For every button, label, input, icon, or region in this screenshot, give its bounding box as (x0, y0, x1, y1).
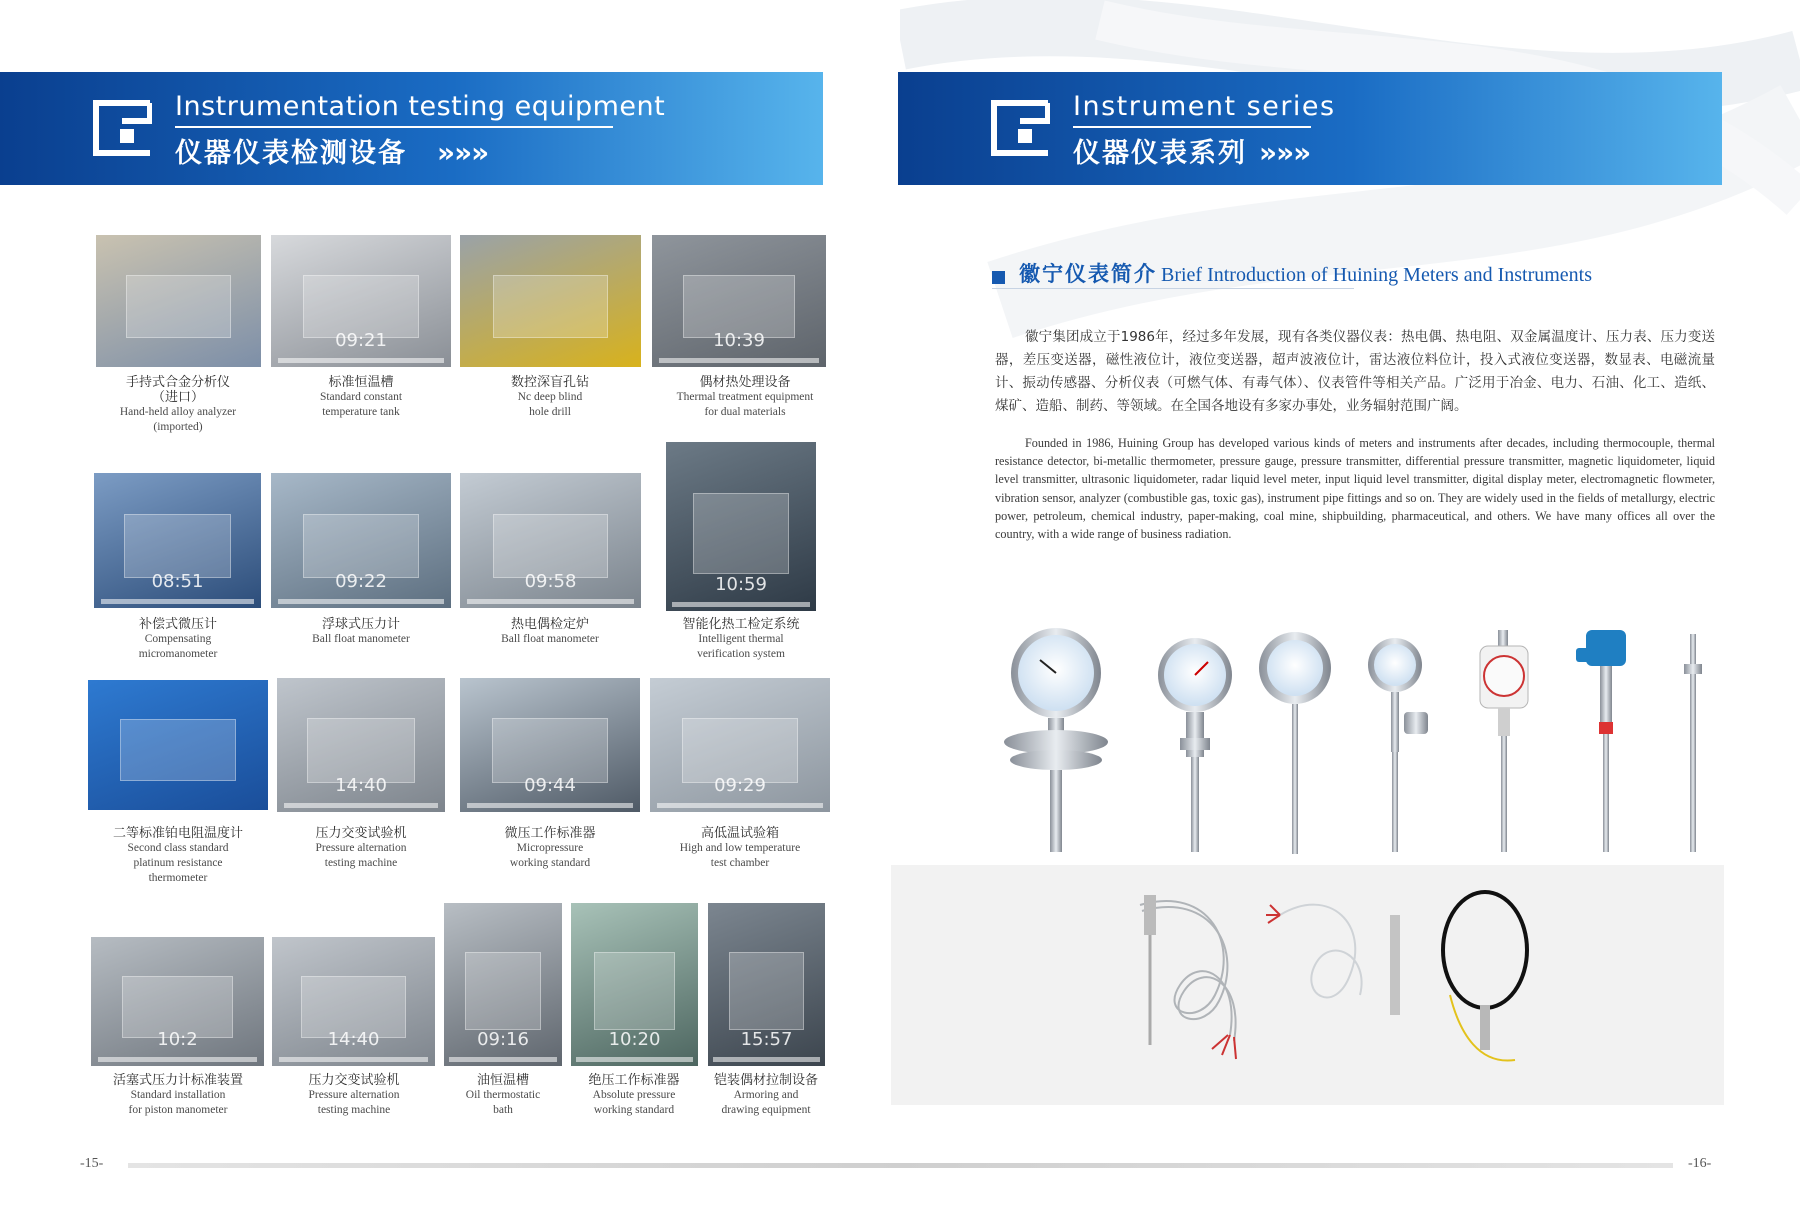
square-bullet-icon (992, 271, 1005, 284)
equipment-silhouette (307, 718, 415, 782)
equipment-caption (269, 375, 454, 420)
intro-title (992, 258, 1592, 288)
equipment-photo (650, 678, 830, 812)
photo-watermark-bar (449, 1057, 558, 1062)
photo-watermark-bar (467, 803, 633, 808)
equipment-silhouette (729, 952, 804, 1030)
thermometer-with-junction-box-icon (1368, 638, 1428, 852)
photo-timestamp: 14:40 (335, 775, 387, 796)
bracket-logo-icon (990, 99, 1050, 157)
photo-timestamp: 09:22 (335, 571, 387, 592)
photo-timestamp: 15:57 (740, 1029, 793, 1050)
photo-watermark-bar (284, 803, 439, 808)
caption-cn: 绝压工作标准器 (588, 1073, 680, 1088)
digital-temperature-transmitter-icon (1480, 630, 1528, 852)
equipment-silhouette (683, 275, 794, 338)
equipment-silhouette (124, 514, 231, 579)
equipment-caption (458, 375, 643, 420)
photo-timestamp: 10:2 (157, 1029, 198, 1050)
equipment-silhouette (303, 275, 418, 338)
header-title-en: Instrument series (1073, 91, 1336, 122)
equipment-silhouette (594, 952, 675, 1030)
equipment-photo (272, 937, 435, 1066)
caption-cn: 补偿式微压计 (138, 617, 217, 632)
photo-watermark-bar (278, 358, 444, 363)
caption-cn: 高低温试验箱 (700, 826, 779, 841)
caption-cn: 二等标准铂电阻温度计 (112, 826, 243, 841)
caption-cn: 微压工作标准器 (504, 826, 596, 841)
caption-en: Thermal treatment equipment for dual materials (676, 391, 814, 418)
photo-timestamp: 14:40 (327, 1029, 380, 1050)
header-title-en: Instrumentation testing equipment (175, 91, 666, 122)
left-page-header (0, 72, 823, 185)
caption-cn: 手持式合金分析仪 （进口） (125, 375, 230, 405)
photo-watermark-bar (657, 803, 823, 808)
photo-timestamp: 10:20 (608, 1029, 661, 1050)
photo-watermark-bar (278, 599, 444, 604)
intro-paragraph-en: Founded in 1986, Huining Group has developed various kinds of meters and instruments after decades, including thermocouple, thermal resistance detector, bi-metallic thermometer, pressure gauge, pressure transmitter, differential pressure transmitter, magnetic liquidometer, liquid level transmitter, ultrasonic liquidometer, radar liquid level meter, input liquid level transmitter, digital display meter, electromagnetic flowmeter, vibration sensor, analyzer (combustible gas, toxic gas), instrument pipe fittings and so on. They are widely used in the fields of metallurgy, electric power, petroleum, chemical industry, paper-making, coal mine, shipbuilding, pharmaceutical, and others. We have many offices all over the country, with a wide range of business radiation. (995, 436, 1715, 542)
equipment-photo (708, 903, 825, 1066)
caption-en: Second class standard platinum resistance thermometer (127, 842, 229, 884)
equipment-caption (648, 826, 833, 871)
caption-cn: 偶材热处理设备 (699, 375, 791, 390)
caption-cn: 热电偶检定炉 (510, 617, 589, 632)
caption-cn: 数控深盲孔钻 (510, 375, 589, 390)
footer-rule (128, 1163, 1673, 1168)
equipment-photo (460, 678, 640, 812)
bracket-logo-icon (92, 99, 152, 157)
equipment-photo (652, 235, 826, 367)
equipment-caption (88, 826, 268, 886)
caption-en: Pressure alternation testing machine (315, 842, 407, 869)
equipment-silhouette (303, 514, 418, 579)
caption-en: Ball float manometer (312, 633, 410, 645)
photo-watermark-bar (98, 1057, 257, 1062)
equipment-caption (269, 617, 454, 647)
intro-title-en: Brief Introduction of Huining Meters and Instruments (1161, 264, 1593, 286)
equipment-photo (666, 442, 816, 611)
intro-title-cn: 徽宁仪表简介 (1019, 262, 1157, 286)
equipment-silhouette (493, 275, 609, 338)
caption-en: Micropressure working standard (509, 842, 591, 869)
photo-watermark-bar (279, 1057, 429, 1062)
page-number-left: -15- (80, 1156, 104, 1171)
header-underline (175, 126, 613, 128)
caption-cn: 活塞式压力计标准装置 (112, 1073, 243, 1088)
bimetal-thermometer-icon (1158, 638, 1232, 852)
explosion-proof-thermometer-icon (1259, 632, 1331, 854)
photo-watermark-bar (672, 602, 810, 607)
cable-thermocouple-icon (1140, 895, 1236, 1059)
photo-watermark-bar (659, 358, 819, 363)
caption-en: Standard constant temperature tank (319, 391, 403, 418)
caption-en: Pressure alternation testing machine (308, 1089, 400, 1116)
equipment-photo (460, 235, 641, 367)
intro-paragraph-cn: 徽宁集团成立于1986年，经过多年发展，现有各类仪器仪表：热电偶、热电阻、双金属温度计、压力表、压力变送器，差压变送器，磁性液位计，液位变送器，超声波液位计，雷达液位料位计，投入式液位变送器，数显表、电磁流量计、振动传感器、分析仪表（可燃气体、有毒气体）、仪表管件等相关产品。广泛用于冶金、电力、石油、化工、造纸、煤矿、造船、制药、等领域。在全国各地设有多家办事处，业务辐射范围广阔。 (995, 329, 1715, 414)
caption-cn: 压力交变试验机 (315, 826, 407, 841)
caption-en: High and low temperature test chamber (679, 842, 801, 869)
equipment-caption (93, 375, 263, 435)
equipment-caption (650, 375, 840, 420)
photo-timestamp: 09:58 (524, 571, 577, 592)
photo-watermark-bar (713, 1057, 821, 1062)
equipment-photo (277, 678, 445, 812)
temperature-transmitter-icon (1576, 630, 1626, 852)
cable-rtd-icon (1266, 905, 1400, 1015)
equipment-photo (94, 473, 261, 608)
equipment-caption (458, 617, 643, 647)
submersible-level-sensor-icon (1443, 892, 1527, 1061)
equipment-silhouette (693, 493, 789, 574)
equipment-silhouette (120, 719, 235, 781)
equipment-silhouette (493, 514, 609, 579)
chevrons-icon: »»» (1259, 136, 1311, 169)
caption-en: Oil thermostatic bath (465, 1089, 541, 1116)
caption-en: Ball float manometer (501, 633, 599, 645)
intro-title-underline (992, 288, 1354, 289)
chevrons-icon: »»» (437, 136, 489, 169)
right-page-header (898, 72, 1722, 185)
equipment-caption (88, 1073, 268, 1118)
instrument-series-images (990, 620, 1720, 865)
equipment-photo (271, 473, 451, 608)
caption-en: Absolute pressure working standard (592, 1089, 676, 1116)
equipment-silhouette (465, 952, 541, 1030)
header-title-cn: 仪器仪表检测设备 »»» (175, 136, 489, 169)
photo-watermark-bar (576, 1057, 693, 1062)
equipment-silhouette (682, 718, 797, 782)
equipment-caption (271, 826, 451, 871)
photo-watermark-bar (101, 599, 255, 604)
photo-timestamp: 08:51 (151, 571, 204, 592)
caption-en: Standard installation for piston manometer (128, 1089, 228, 1116)
caption-cn: 油恒温槽 (476, 1073, 529, 1088)
caption-en: Hand-held alloy analyzer (imported) (119, 406, 237, 433)
equipment-photo (571, 903, 698, 1066)
caption-cn: 智能化热工检定系统 (682, 617, 800, 632)
photo-timestamp: 10:39 (713, 330, 765, 351)
photo-timestamp: 09:29 (714, 775, 766, 796)
diaphragm-pressure-gauge-icon (1004, 628, 1108, 852)
equipment-caption (458, 826, 643, 871)
equipment-caption (701, 1073, 831, 1118)
caption-en: Compensating micromanometer (138, 633, 218, 660)
equipment-caption (93, 617, 263, 662)
caption-en: Nc deep blind hole drill (517, 391, 583, 418)
caption-cn: 铠装偶材拉制设备 (713, 1073, 818, 1088)
equipment-photo (460, 473, 641, 608)
equipment-photo (96, 235, 261, 367)
photo-watermark-bar (467, 599, 634, 604)
thermocouple-rod-icon (1684, 634, 1702, 852)
caption-cn: 浮球式压力计 (321, 617, 400, 632)
caption-en: Intelligent thermal verification system (697, 633, 785, 660)
equipment-caption (649, 617, 834, 662)
cable-sensor-images (1120, 885, 1540, 1085)
photo-timestamp: 09:44 (524, 775, 576, 796)
header-underline (1073, 126, 1311, 128)
equipment-caption (269, 1073, 439, 1118)
caption-en: Armoring and drawing equipment (721, 1089, 811, 1116)
equipment-photo (91, 937, 264, 1066)
equipment-photo (271, 235, 451, 367)
page-number-right: -16- (1688, 1156, 1712, 1171)
photo-timestamp: 09:21 (335, 330, 387, 351)
caption-cn: 标准恒温槽 (328, 375, 394, 390)
photo-timestamp: 10:59 (715, 574, 767, 595)
caption-cn: 压力交变试验机 (308, 1073, 400, 1088)
equipment-silhouette (126, 275, 232, 338)
equipment-caption (569, 1073, 699, 1118)
photo-timestamp: 09:16 (477, 1029, 529, 1050)
header-title-cn: 仪器仪表系列 »»» (1073, 136, 1311, 169)
equipment-silhouette (492, 718, 607, 782)
equipment-photo (88, 680, 268, 810)
equipment-caption (443, 1073, 563, 1118)
equipment-photo (444, 903, 562, 1066)
